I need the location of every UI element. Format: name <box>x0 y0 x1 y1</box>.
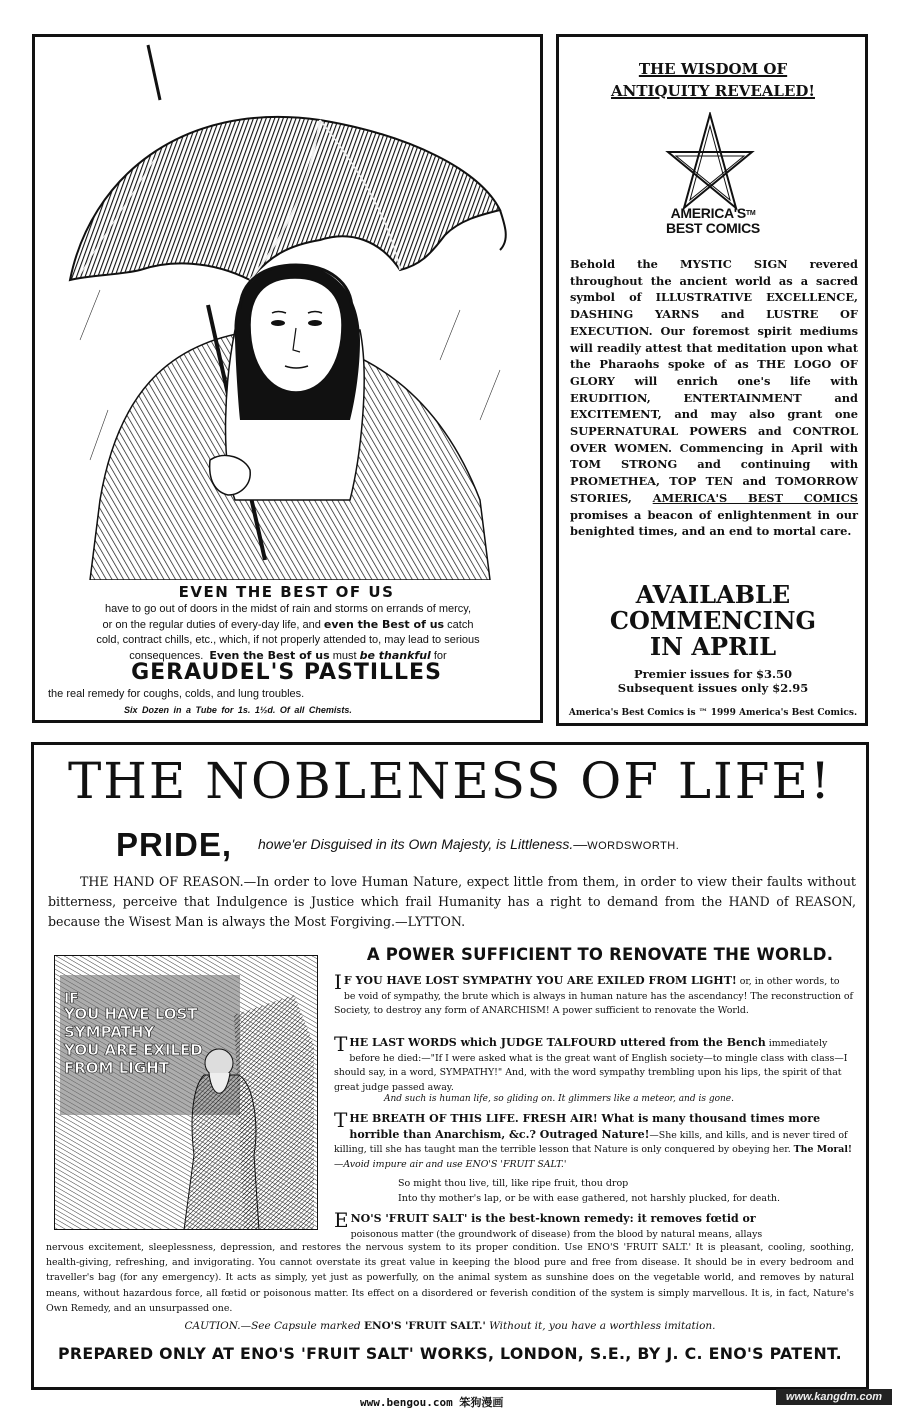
eno-p3-body: —She kills, and kills, and is never tired of killing, till she has taught man the terrible lesson that Nature is only conquered by obeying her. <box>334 1129 848 1156</box>
abc-price-line: Premier issues for $3.50 <box>633 667 793 681</box>
abc-title <box>560 58 866 102</box>
eno-p2-lead: HE LAST WORDS which JUDGE TALFOURD uttered from the Bench <box>349 1036 766 1049</box>
umbrella-body-line <box>48 617 528 633</box>
abc-availability <box>560 582 866 660</box>
umbrella-body-emph: be thankful <box>359 649 431 662</box>
abc-logo-line: BEST COMICS <box>666 220 760 236</box>
illus-text-5: FROM LIGHT <box>64 1059 169 1077</box>
abc-avail-line: AVAILABLE <box>635 580 791 609</box>
eno-hand-of-reason: THE HAND OF REASON.—In order to love Human Nature, expect little from them, in order to view their faults without bitterness, perceive that Indulgence is Justice which frail Humanity has a right to demand from the HAND of REASON, because the Wisest Man is always the Most Forgiving.—LYTTON. <box>48 874 856 929</box>
abc-star-logo-icon <box>664 112 756 212</box>
nun-umbrella-illustration <box>60 40 520 580</box>
umbrella-body-line: have to go out of doors in the midst of rain and storms on errands of mercy, <box>104 603 472 615</box>
abc-copyright: America's Best Comics is ™ 1999 America's Best Comics. <box>568 708 858 718</box>
eno-paragraph-3 <box>334 1108 854 1173</box>
umbrella-body-frag: or on the regular duties of every-day life, and <box>102 619 321 631</box>
abc-price-line: Subsequent issues only $2.95 <box>617 681 809 695</box>
abc-title-line: THE WISDOM OF <box>638 60 788 78</box>
eno-poem-line: So might thou live, till, like ripe fruit, thou drop <box>398 1178 629 1189</box>
illus-text-3: SYMPATHY <box>64 1023 155 1041</box>
eno-caution-c: Without it, you have a worthless imitation. <box>489 1320 716 1332</box>
umbrella-body-frag: must <box>332 650 357 662</box>
drop-cap: I <box>334 970 342 994</box>
umbrella-body-frag: consequences. <box>129 650 204 662</box>
umbrella-body-line: cold, contract chills, etc., which, if not properly attended to, may lead to serious <box>96 634 480 646</box>
abc-title-line: ANTIQUITY REVEALED! <box>611 82 815 100</box>
abc-avail-line: IN APRIL <box>649 632 777 661</box>
eno-prepared: PREPARED ONLY AT ENO'S 'FRUIT SALT' WORKS, LONDON, S.E., BY J. C. ENO'S PATENT. <box>58 1344 842 1363</box>
watermark-left: www.bengou.com 笨狗漫画 <box>360 1396 504 1409</box>
umbrella-body-emph: Even the Best of us <box>209 649 330 662</box>
drop-cap: T <box>334 1108 348 1132</box>
umbrella-footer: Six Dozen in a Tube for 1s. 1½d. Of all Chemists. <box>124 705 352 715</box>
eno-p1-body: or, in other words, to be void of sympathy, the brute which is always in human nature has the ascendancy! The reconstruction of Society, to destroy any form of ANARCHISM! A power sufficient to renovate the World. <box>334 976 854 1017</box>
abc-logo-line <box>560 206 866 221</box>
eno-p4-line2: poisonous matter (the groundwork of disease) from the blood by natural means, allays <box>350 1228 763 1240</box>
umbrella-body-frag: for <box>433 650 447 662</box>
umbrella-body <box>48 602 528 664</box>
eno-p4-lead: NO'S 'FRUIT SALT' is the best-known remedy: it removes fœtid or <box>350 1212 756 1225</box>
drop-cap: E <box>334 1208 349 1232</box>
umbrella-tagline: the real remedy for coughs, colds, and lung troubles. <box>48 688 305 700</box>
eno-p1-lead: F YOU HAVE LOST SYMPATHY YOU ARE EXILED FROM LIGHT! <box>343 974 737 987</box>
abc-body <box>570 256 858 540</box>
umbrella-body-emph: even the Best of us <box>323 618 445 631</box>
eno-poem-line: Into thy mother's lap, or be with ease gathered, not harshly plucked, for death. <box>398 1193 781 1204</box>
eno-paragraph-2 <box>334 1032 854 1096</box>
umbrella-body-frag: catch <box>447 619 474 631</box>
umbrella-brand: GERAUDEL'S PASTILLES <box>131 660 442 685</box>
eno-p3-moral-rest: —Avoid impure air and use ENO'S 'FRUIT SALT.' <box>334 1159 567 1171</box>
eno-quote: And such is human life, so gliding on. It glimmers like a meteor, and is gone. <box>384 1094 734 1104</box>
eno-power-heading: A POWER SUFFICIENT TO RENOVATE THE WORLD. <box>366 945 834 964</box>
abc-logo-text <box>560 206 866 236</box>
abc-body-text: promises a beacon of enlightenment in our benighted times, and an end to mortal care. <box>570 507 858 539</box>
watermark-right: www.kangdm.com <box>776 1389 892 1405</box>
drop-cap: T <box>334 1032 348 1056</box>
eno-paragraph-4-rest: nervous excitement, sleeplessness, depression, and restores the nervous system to its proper condition. Use ENO'S 'FRUIT SALT.' It is pleasant, cooling, soothing, health-giving, refreshing, and invigorating. You cannot overstate its great value in keeping the blood pure and free from disease. It should be in every bedroom and traveller's bag (for any emergency). It acts as simply, yet just as powerfully, on the animal system as sunshine does on the vegetable world, and removes by natural means, without hazardous force, all fœtid or poisonous matter. Its effect on a disordered or feverish condition of the system is simply marvellous. It is, in fact, Nature's Own Remedy, and an unsurpassed one. <box>46 1242 854 1314</box>
illus-text-2: YOU HAVE LOST <box>64 1005 198 1023</box>
eno-pride-author: WORDSWORTH. <box>587 840 680 852</box>
eno-caution-b: ENO'S 'FRUIT SALT.' <box>363 1320 486 1332</box>
umbrella-headline: EVEN THE BEST OF US <box>178 583 395 601</box>
illus-text-4: YOU ARE EXILED <box>64 1041 203 1059</box>
abc-body-link: AMERICA'S BEST COMICS <box>652 490 858 505</box>
abc-body-text: Behold the MYSTIC SIGN revered throughout the ancient world as a sacred symbol of ILLUSTRATIVE EXCELLENCE, DASHING YARNS and LUSTRE OF EXECUTION. Our foremost spirit mediums will readily attest that meditation upon what the Pharaohs spoke of as THE LOGO OF GLORY will enrich one's life with ERUDITION, ENTERTAINMENT and EXCITEMENT, and may also grant one SUPERNATURAL POWERS and CONTROL OVER WOMEN. Commencing in April with TOM STRONG and continuing with PROMETHEA, TOP TEN and TOMORROW STORIES, <box>570 257 858 505</box>
abc-avail-line: COMMENCING <box>609 606 817 635</box>
eno-pride: PRIDE, <box>116 826 233 863</box>
eno-pride-quote <box>258 836 679 852</box>
eno-p3-moral: The Moral! <box>793 1144 853 1156</box>
exile-illustration <box>54 955 318 1230</box>
eno-poem <box>398 1176 780 1206</box>
abc-logo-tm: TM <box>745 210 756 217</box>
eno-p2-body: immediately before he died:—"If I were asked what is the great want of English society—to mingle class with class—I should say, in a word, SYMPATHY!" And, with the word sympathy trembling upon his lips, the spirit of that great judge passed away. <box>334 1038 848 1094</box>
eno-caution <box>31 1320 869 1332</box>
eno-p3-lead: HE BREATH OF THIS LIFE. FRESH AIR! What is many thousand times more horrible than Anarchism, &c.? Outraged Nature! <box>349 1112 821 1141</box>
abc-prices <box>560 667 866 695</box>
eno-title: THE NOBLENESS OF LIFE! <box>67 752 833 810</box>
eno-pride-text: howe'er Disguised in its Own Majesty, is Littleness.— <box>258 836 588 852</box>
eno-paragraph-4 <box>334 1208 854 1242</box>
eno-paragraph-1 <box>334 970 854 1019</box>
eno-caution-a: CAUTION.—See Capsule marked <box>184 1320 361 1332</box>
abc-logo-name: AMERICA'S <box>670 205 746 221</box>
illus-text-1: IF <box>64 991 79 1007</box>
